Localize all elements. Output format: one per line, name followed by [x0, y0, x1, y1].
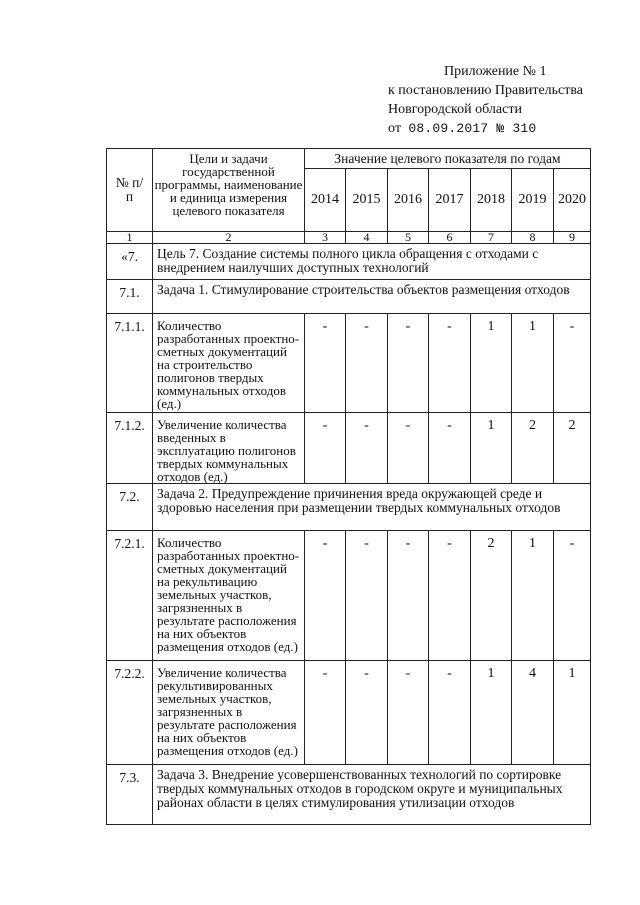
value-cell-2020: 1: [554, 661, 591, 765]
year-header-2014: 2014: [305, 169, 346, 232]
row-number: 7.1.1.: [107, 314, 153, 413]
goal-text: Задача 3. Внедрение усовершенствованных технологий по сортировке твердых коммунальных отходов в городском округе и муниципальных районах области в целях стимулирования утилизации отходов: [153, 765, 591, 825]
value-cell-2014: -: [305, 413, 346, 484]
indicator-text: Увеличение количества введенных в эксплуатацию полигонов твердых коммунальных отходов (ед.): [153, 413, 305, 484]
value-cell-2015: -: [346, 314, 388, 413]
goal-row: [107, 484, 591, 531]
col-goal-header: Цели и задачи государственной программы, наименование и единица измерения целевого показателя: [153, 149, 305, 232]
indicator-row: [107, 314, 591, 413]
indicator-row: [107, 531, 591, 661]
indicator-row: [107, 661, 591, 765]
row-number: 7.2.: [107, 484, 153, 531]
column-numbers-row: [107, 232, 591, 244]
date-prefix: от: [388, 121, 402, 136]
row-number: 7.2.2.: [107, 661, 153, 765]
column-number: 4: [346, 232, 388, 244]
value-cell-2014: -: [305, 314, 346, 413]
header-row: [107, 149, 591, 169]
goal-row: [107, 244, 591, 280]
appendix-title: Приложение № 1: [444, 64, 547, 79]
value-cell-2020: -: [554, 314, 591, 413]
value-cell-2019: 1: [512, 531, 554, 661]
row-number: 7.1.: [107, 280, 153, 314]
year-header-2018: 2018: [471, 169, 512, 232]
appendix-date-line: [388, 119, 628, 138]
year-header-2019: 2019: [512, 169, 554, 232]
value-cell-2019: 2: [512, 413, 554, 484]
value-cell-2017: -: [429, 314, 471, 413]
value-cell-2020: -: [554, 531, 591, 661]
value-cell-2018: 1: [471, 314, 512, 413]
goal-row: [107, 280, 591, 314]
appendix-region-line: Новгородской области: [388, 102, 522, 117]
value-cell-2015: -: [346, 531, 388, 661]
column-number: 5: [388, 232, 429, 244]
column-number: 1: [107, 232, 153, 244]
column-number: 6: [429, 232, 471, 244]
goal-text: Цель 7. Создание системы полного цикла обращения с отходами с внедрением наилучших доступных технологий: [153, 244, 591, 280]
value-cell-2017: -: [429, 413, 471, 484]
row-number: 7.1.2.: [107, 413, 153, 484]
document-header: [388, 62, 628, 138]
value-cell-2018: 1: [471, 413, 512, 484]
indicator-text: Количество разработанных проектно-сметных документаций на рекультивацию земельных участков, загрязненных в результате расположения на них объектов размещения отходов (ед.): [153, 531, 305, 661]
column-number: 9: [554, 232, 591, 244]
year-header-2020: 2020: [554, 169, 591, 232]
year-header-2017: 2017: [429, 169, 471, 232]
goal-row: [107, 765, 591, 825]
appendix-ref-line: к постановлению Правительства: [388, 83, 584, 98]
date-value: 08.09.2017 № 310: [408, 121, 537, 136]
row-number: 7.2.1.: [107, 531, 153, 661]
value-cell-2019: 1: [512, 314, 554, 413]
value-cell-2016: -: [388, 661, 429, 765]
value-cell-2018: 1: [471, 661, 512, 765]
indicator-row: [107, 413, 591, 484]
value-cell-2019: 4: [512, 661, 554, 765]
row-number: 7.3.: [107, 765, 153, 825]
col-no-header: № п/п: [107, 149, 153, 232]
column-number: 8: [512, 232, 554, 244]
year-header-2016: 2016: [388, 169, 429, 232]
goal-text: Задача 2. Предупреждение причинения вреда окружающей среде и здоровью населения при размещении твердых коммунальных отходов: [153, 484, 591, 531]
column-number: 7: [471, 232, 512, 244]
column-number: 3: [305, 232, 346, 244]
row-number: «7.: [107, 244, 153, 280]
value-cell-2014: -: [305, 531, 346, 661]
value-cell-2018: 2: [471, 531, 512, 661]
goal-text: Задача 1. Стимулирование строительства объектов размещения отходов: [153, 280, 591, 314]
col-values-header: Значение целевого показателя по годам: [305, 149, 591, 169]
value-cell-2015: -: [346, 413, 388, 484]
year-header-2015: 2015: [346, 169, 388, 232]
value-cell-2017: -: [429, 661, 471, 765]
value-cell-2020: 2: [554, 413, 591, 484]
value-cell-2016: -: [388, 314, 429, 413]
targets-table: [106, 148, 591, 825]
indicator-text: Увеличение количества рекультивированных земельных участков, загрязненных в результате расположения на них объектов размещения отходов (ед.): [153, 661, 305, 765]
value-cell-2017: -: [429, 531, 471, 661]
value-cell-2016: -: [388, 531, 429, 661]
value-cell-2014: -: [305, 661, 346, 765]
column-number: 2: [153, 232, 305, 244]
value-cell-2016: -: [388, 413, 429, 484]
indicator-text: Количество разработанных проектно-сметных документаций на строительство полигонов твердых коммунальных отходов (ед.): [153, 314, 305, 413]
value-cell-2015: -: [346, 661, 388, 765]
